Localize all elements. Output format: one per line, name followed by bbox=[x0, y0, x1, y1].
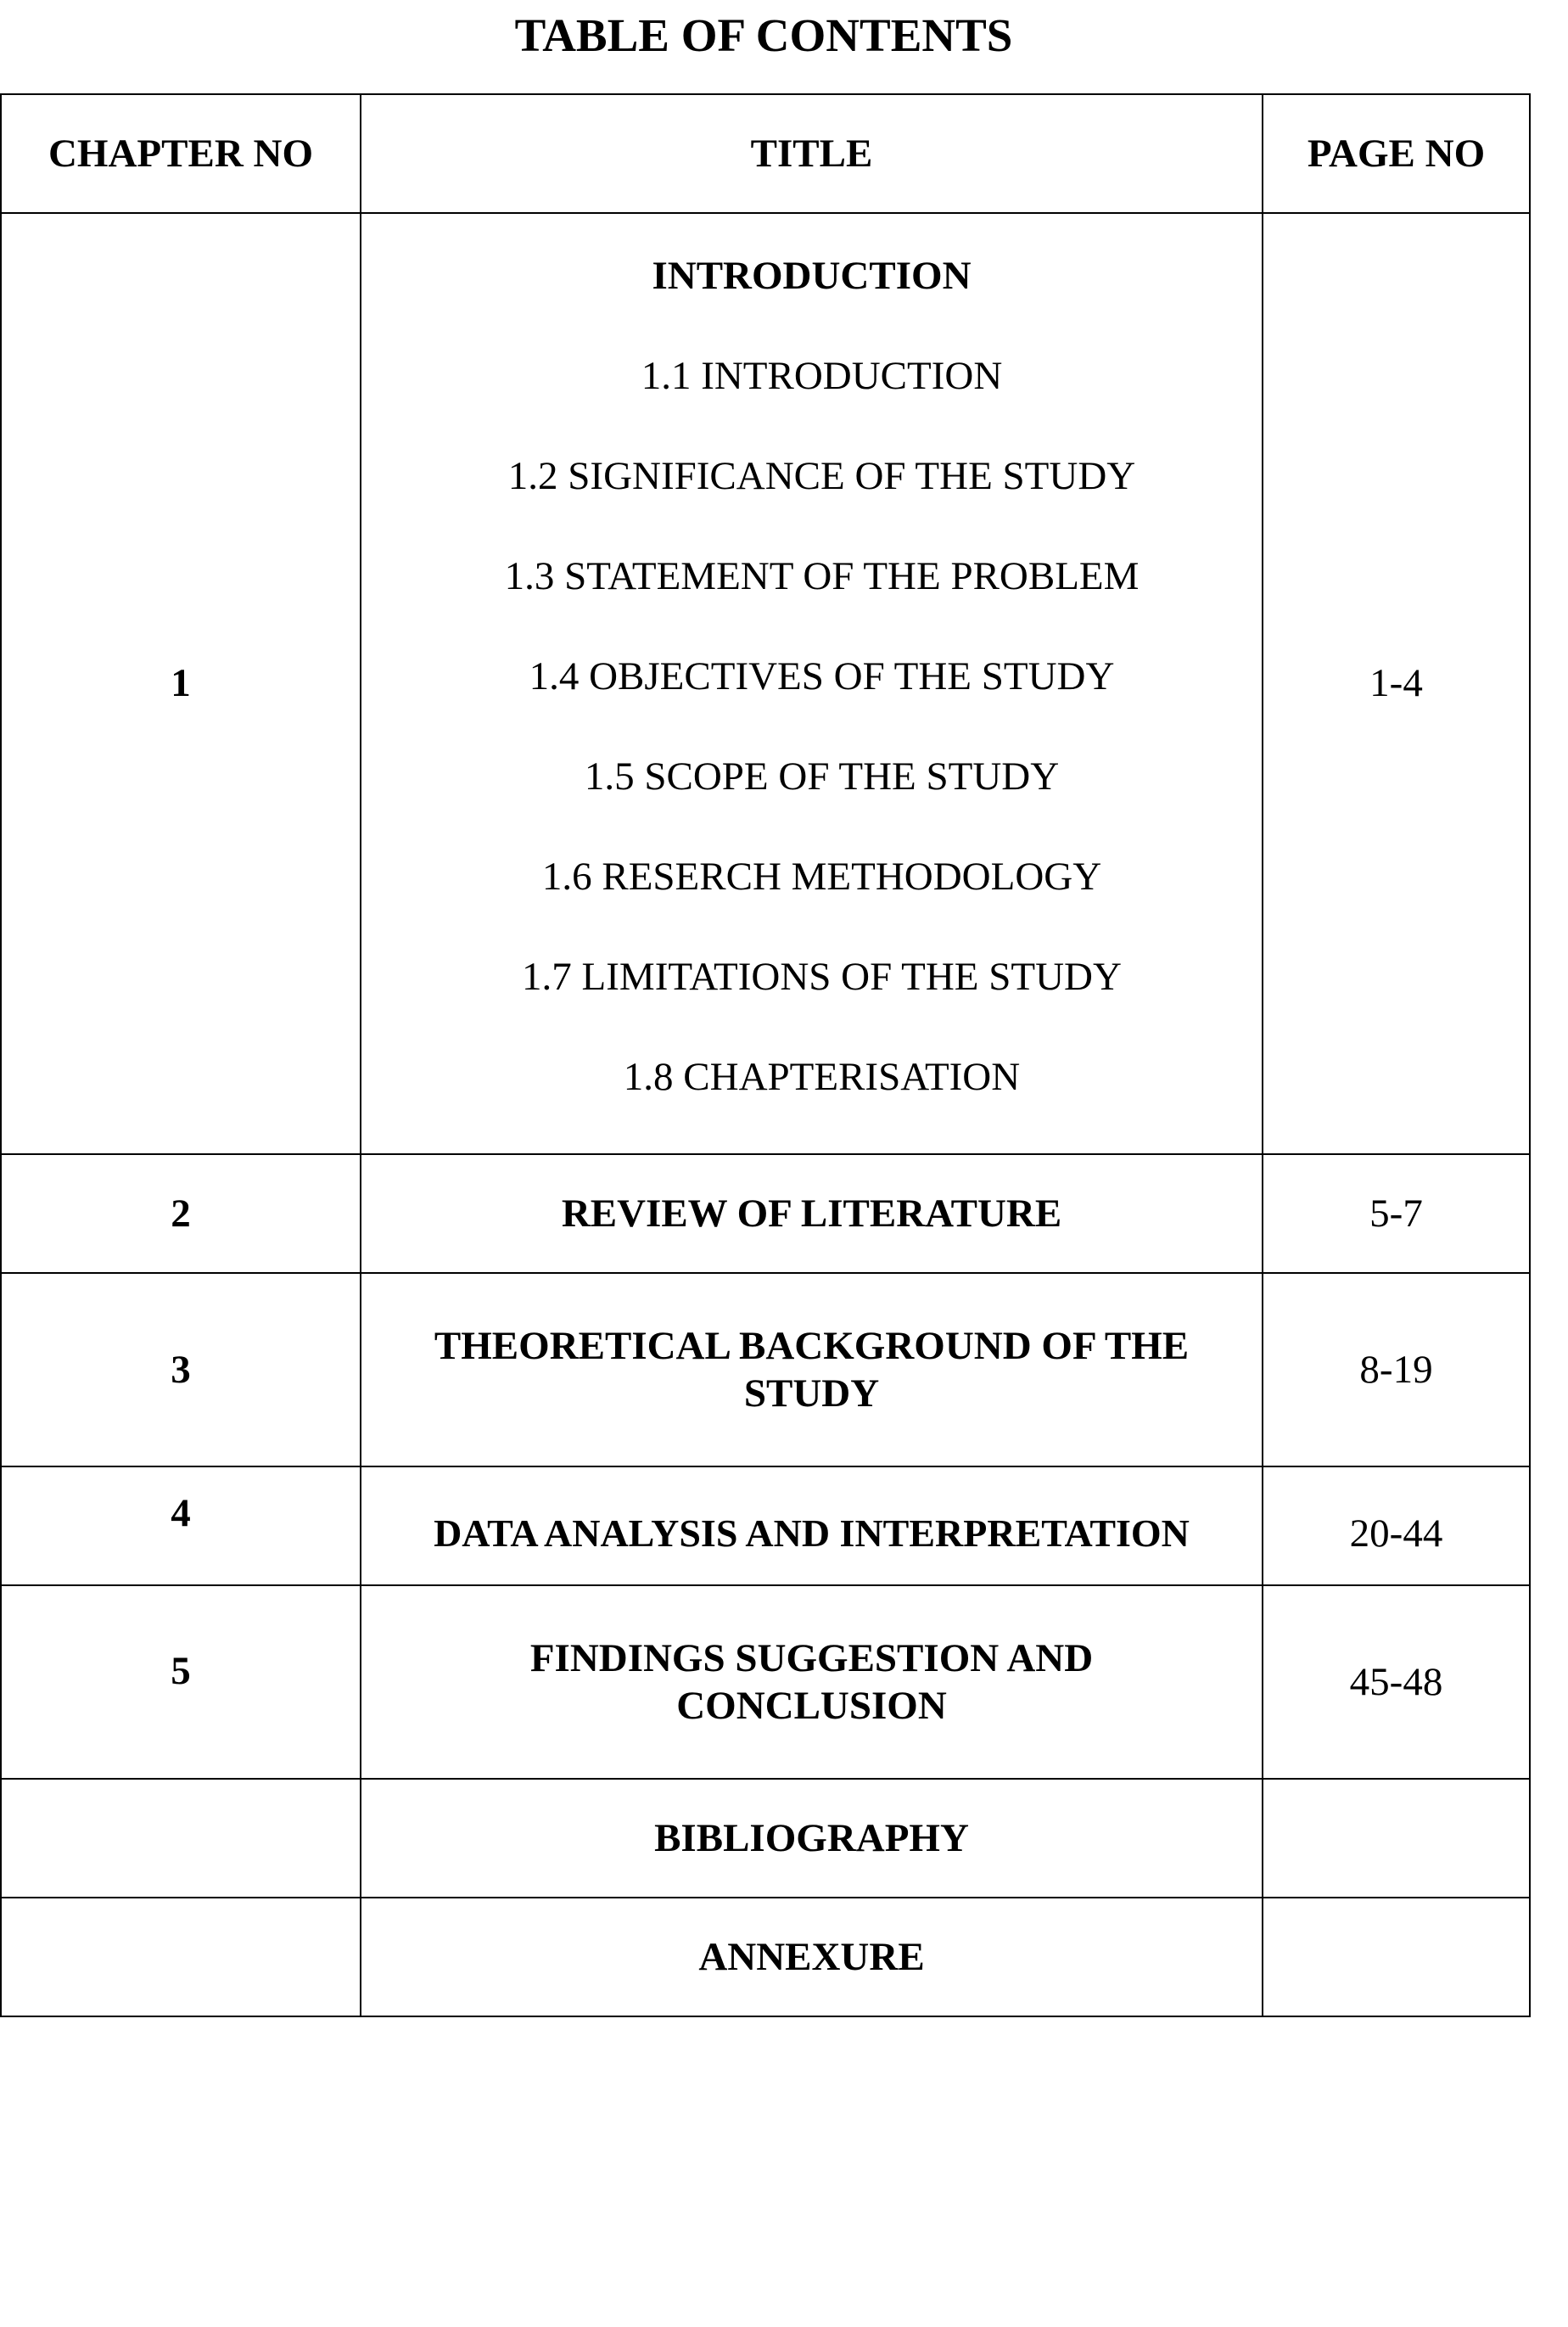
section-item: 1.7 LIMITATIONS OF THE STUDY bbox=[522, 955, 1122, 999]
table-header-row bbox=[1, 94, 1530, 213]
section-item: 1.3 STATEMENT OF THE PROBLEM bbox=[504, 554, 1140, 598]
chapter-title: BIBLIOGRAPHY bbox=[361, 1779, 1263, 1898]
chapter-number bbox=[1, 1779, 361, 1898]
chapter-title: THEORETICAL BACKGROUND OF THE STUDY bbox=[361, 1273, 1263, 1466]
chapter-title-cell bbox=[361, 213, 1263, 1154]
header-title: TITLE bbox=[361, 94, 1263, 213]
page-range: 5-7 bbox=[1263, 1154, 1530, 1273]
chapter-number: 1 bbox=[1, 213, 361, 1154]
table-of-contents bbox=[0, 93, 1531, 2017]
table-row bbox=[1, 1154, 1530, 1273]
page-range: 20-44 bbox=[1263, 1466, 1530, 1585]
table-row bbox=[1, 1466, 1530, 1585]
page-range: 1-4 bbox=[1263, 213, 1530, 1154]
chapter-title: INTRODUCTION bbox=[652, 254, 972, 298]
chapter-number: 4 bbox=[1, 1466, 361, 1585]
section-item: 1.6 RESERCH METHODOLOGY bbox=[541, 855, 1102, 899]
chapter-number: 5 bbox=[1, 1585, 361, 1779]
page-title: TABLE OF CONTENTS bbox=[514, 9, 1013, 61]
page-range bbox=[1263, 1779, 1530, 1898]
page-range: 45-48 bbox=[1263, 1585, 1530, 1779]
chapter-title: REVIEW OF LITERATURE bbox=[361, 1154, 1263, 1273]
table-row bbox=[1, 1585, 1530, 1779]
chapter-number bbox=[1, 1898, 361, 2016]
chapter-title: DATA ANALYSIS AND INTERPRETATION bbox=[361, 1466, 1263, 1585]
page-range bbox=[1263, 1898, 1530, 2016]
table-row bbox=[1, 1779, 1530, 1898]
section-item: 1.8 CHAPTERISATION bbox=[623, 1055, 1021, 1099]
section-item: 1.1 INTRODUCTION bbox=[641, 354, 1003, 398]
page-range: 8-19 bbox=[1263, 1273, 1530, 1466]
chapter-number: 3 bbox=[1, 1273, 361, 1466]
chapter-title: FINDINGS SUGGESTION AND CONCLUSION bbox=[361, 1585, 1263, 1779]
chapter-title: ANNEXURE bbox=[361, 1898, 1263, 2016]
table-row bbox=[1, 1273, 1530, 1466]
header-page-no: PAGE NO bbox=[1263, 94, 1530, 213]
table-row bbox=[1, 1898, 1530, 2016]
header-chapter-no: CHAPTER NO bbox=[1, 94, 361, 213]
chapter-number: 2 bbox=[1, 1154, 361, 1273]
table-row bbox=[1, 213, 1530, 1154]
section-item: 1.5 SCOPE OF THE STUDY bbox=[584, 754, 1060, 799]
section-item: 1.4 OBJECTIVES OF THE STUDY bbox=[529, 654, 1115, 698]
section-item: 1.2 SIGNIFICANCE OF THE STUDY bbox=[507, 454, 1136, 498]
